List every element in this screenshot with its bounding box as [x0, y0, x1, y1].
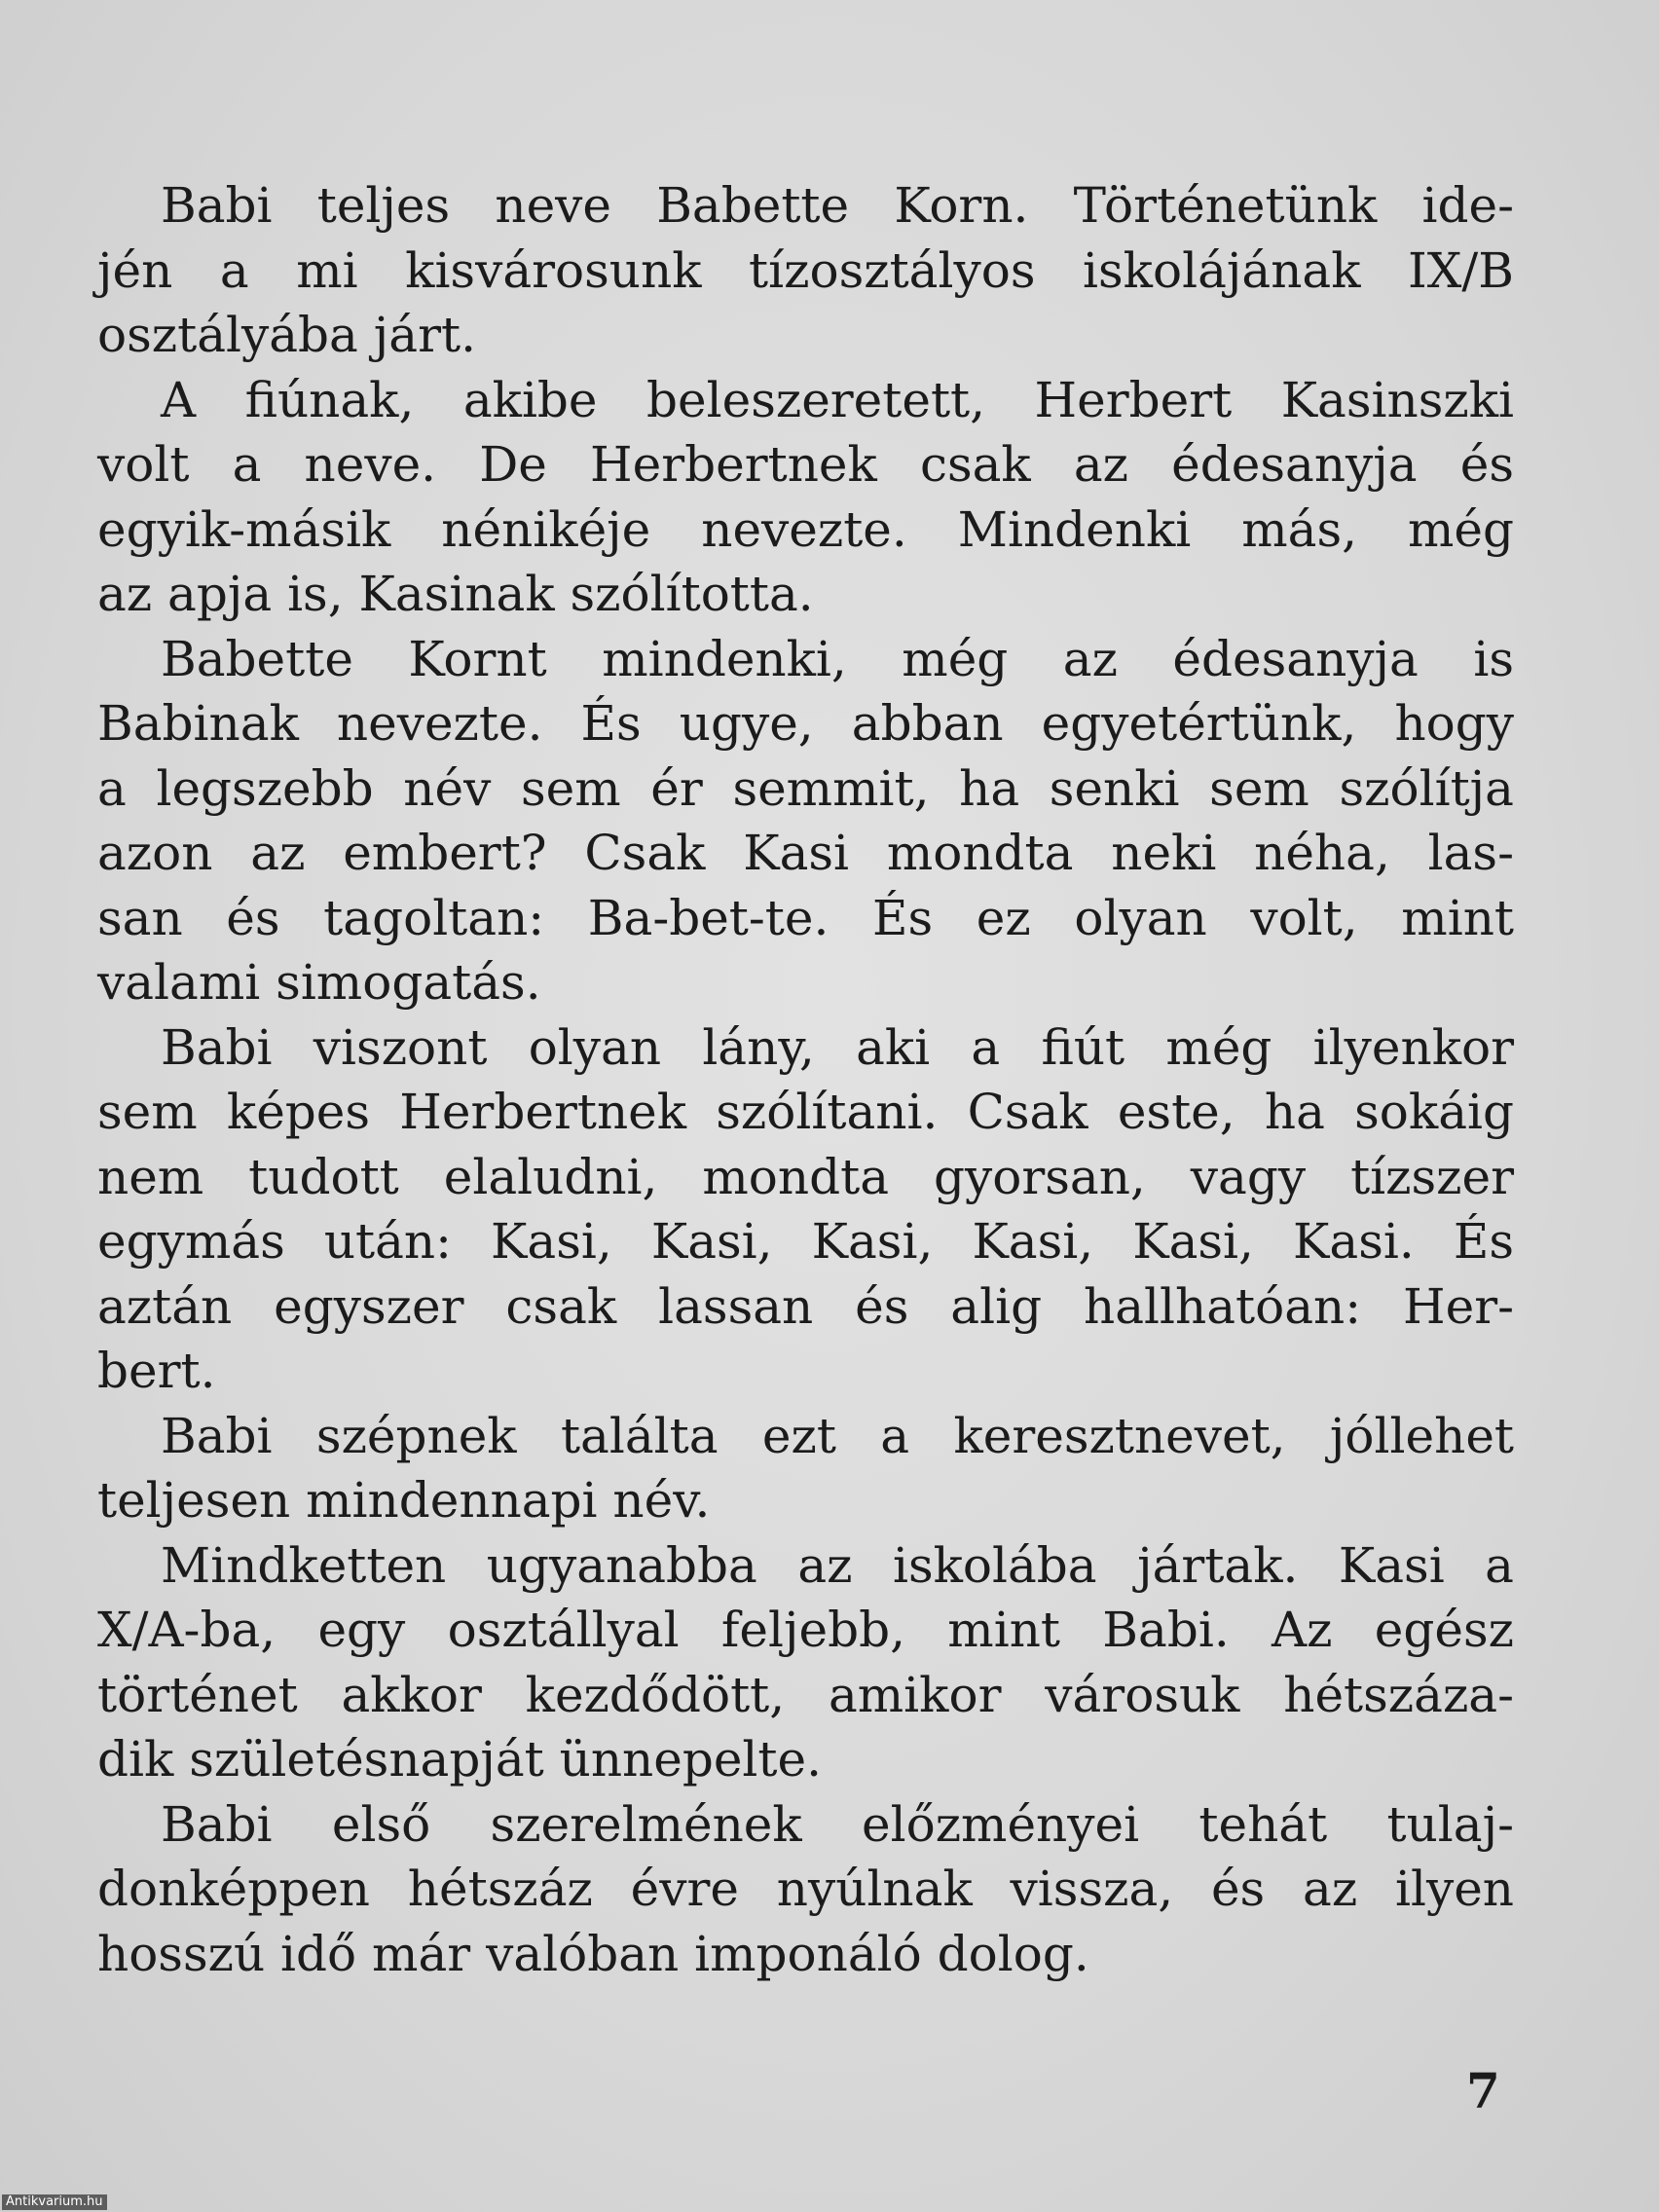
text-line: jén a mi kisvárosunk tízosztályos iskolájának IX/B: [97, 241, 1514, 299]
body-text: [97, 173, 1514, 1986]
text-line: Babi teljes neve Babette Korn. Történetünk ide-: [161, 177, 1514, 234]
text-line: osztályába járt.: [97, 307, 476, 363]
text-line: hosszú idő már valóban imponáló dolog.: [97, 1925, 1089, 1982]
text-line: A fiúnak, akibe beleszeretett, Herbert Kasinszki: [161, 371, 1514, 428]
text-line: az apja is, Kasinak szólította.: [97, 566, 814, 622]
text-line: Babette Kornt mindenki, még az édesanyja is: [161, 630, 1514, 687]
text-line: valami simogatás.: [97, 954, 541, 1011]
text-line: sem képes Herbertnek szólítani. Csak este, ha sokáig: [97, 1084, 1514, 1140]
text-line: volt a neve. De Herbertnek csak az édesanyja és: [97, 436, 1514, 493]
text-line: Babi viszont olyan lány, aki a fiút még ilyenkor: [161, 1018, 1514, 1076]
text-line: X/A-ba, egy osztállyal feljebb, mint Babi. Az egész: [97, 1602, 1514, 1658]
text-line: teljesen mindennapi név.: [97, 1472, 711, 1529]
text-line: egymás után: Kasi, Kasi, Kasi, Kasi, Kasi, Kasi. És: [97, 1213, 1514, 1270]
text-line: donképpen hétszáz évre nyúlnak vissza, és az ilyen: [97, 1861, 1514, 1917]
page-number: 7: [1466, 2062, 1500, 2120]
text-line: Babi első szerelmének előzményei tehát tulaj-: [161, 1795, 1514, 1853]
watermark: Antikvarium.hu: [2, 2194, 107, 2210]
text-line: egyik-másik nénikéje nevezte. Mindenki más, még: [97, 500, 1514, 558]
text-line: dik születésnapját ünnepelte.: [97, 1731, 822, 1788]
text-line: aztán egyszer csak lassan és alig hallhatóan: Her-: [97, 1277, 1514, 1335]
text-line: Babinak nevezte. És ugye, abban egyetértünk, hogy: [97, 695, 1514, 752]
text-line: történet akkor kezdődött, amikor városuk hétszáza-: [97, 1666, 1514, 1723]
text-line: Mindketten ugyanabba az iskolába jártak. Kasi a: [161, 1536, 1514, 1594]
text-line: azon az embert? Csak Kasi mondta neki néha, las-: [97, 825, 1514, 881]
text-line: Babi szépnek találta ezt a keresztnevet, jóllehet: [161, 1407, 1514, 1464]
text-line: a legszebb név sem ér semmit, ha senki sem szólítja: [97, 759, 1514, 817]
text-line: san és tagoltan: Ba-bet-te. És ez olyan volt, mint: [97, 889, 1514, 946]
text-line: nem tudott elaludni, mondta gyorsan, vagy tízszer: [97, 1148, 1514, 1205]
text-line: bert.: [97, 1343, 216, 1399]
